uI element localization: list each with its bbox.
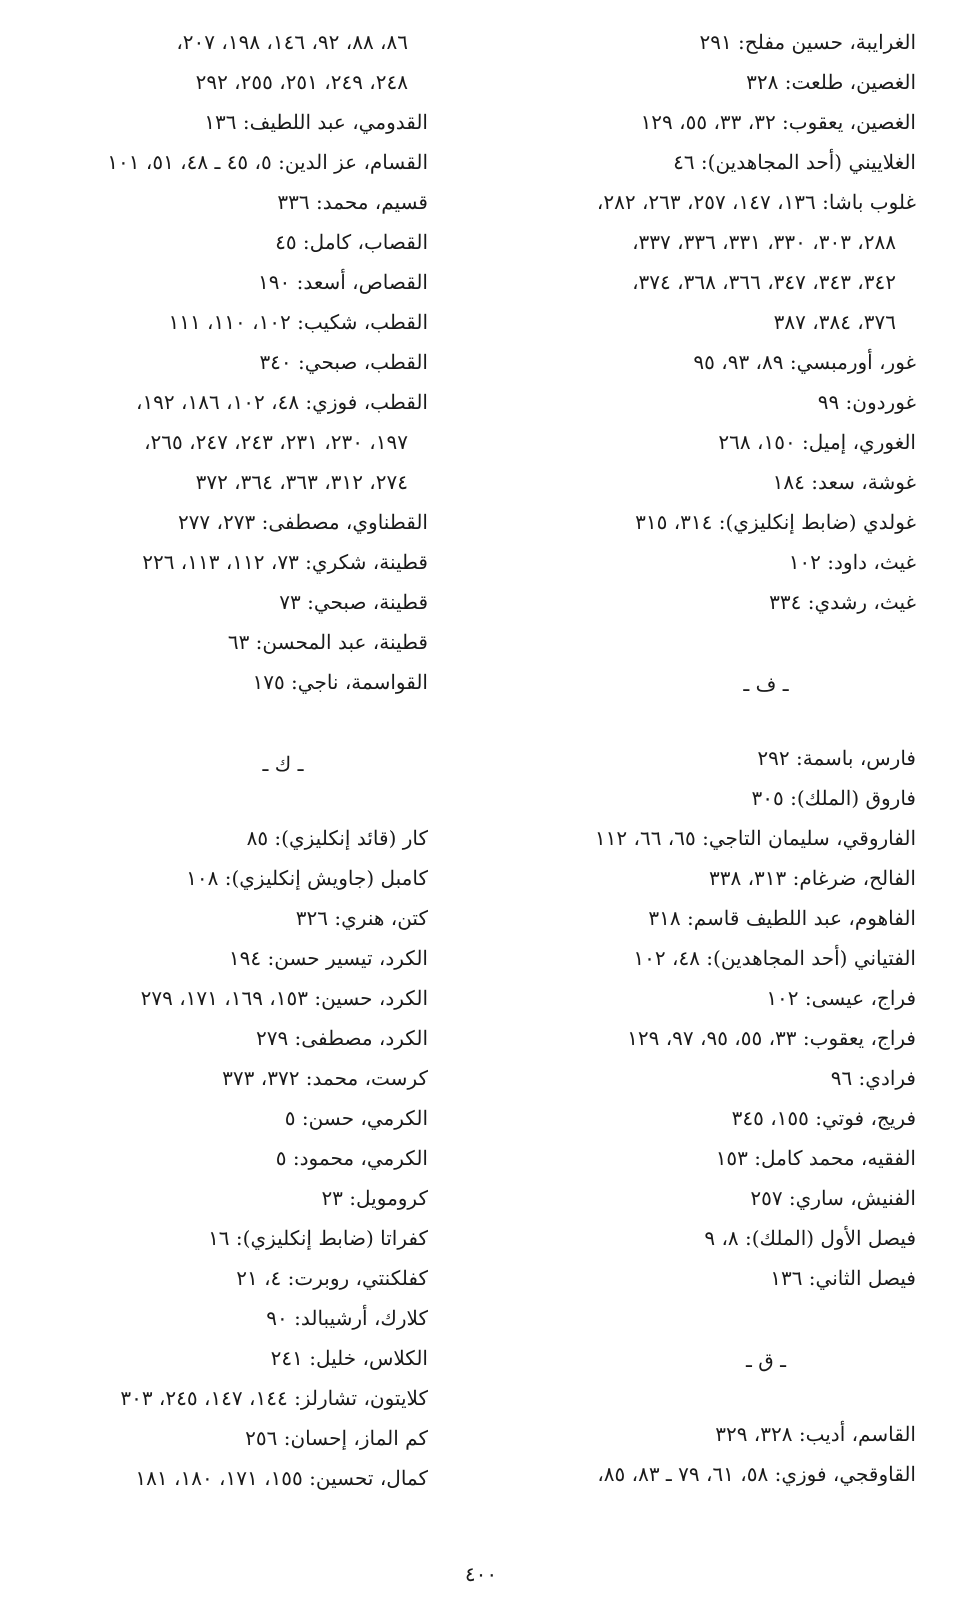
index-entry: غور، أورمبسي: ٨٩، ٩٣، ٩٥ (693, 350, 916, 374)
index-entry: القاوقجي، فوزي: ٥٨، ٦١، ٧٩ ـ ٨٣، ٨٥، (597, 1462, 916, 1486)
index-entry-continuation: ٢٨٨، ٣٠٣، ٣٣٠، ٣٣١، ٣٣٦، ٣٣٧، (632, 230, 896, 254)
entries-kaf (0, 818, 428, 1498)
index-entry: الكلاس، خليل: ٢٤١ (270, 1346, 428, 1370)
index-entry-continuation: ٢٤٨، ٢٤٩، ٢٥١، ٢٥٥، ٢٩٢ (195, 70, 408, 94)
page-number: ٤٠٠ (464, 1562, 498, 1586)
index-entry: القواسمة، ناجي: ١٧٥ (252, 670, 428, 694)
index-entry: الغلاييني (أحد المجاهدين): ٤٦ (673, 150, 916, 174)
index-entry: غيث، رشدي: ٣٣٤ (769, 590, 916, 614)
index-entry: كرومويل: ٢٣ (321, 1186, 428, 1210)
index-entry: فارس، باسمة: ٢٩٢ (757, 746, 916, 770)
index-entry: القطب، فوزي: ٤٨، ١٠٢، ١٨٦، ١٩٢، (135, 390, 428, 414)
index-entry: القصاب، كامل: ٤٥ (275, 230, 428, 254)
index-entry: قطينة، عبد المحسن: ٦٣ (227, 630, 428, 654)
section-letter-qaf: ـ ق ـ (746, 1348, 786, 1372)
index-entry: الكرد، حسين: ١٥٣، ١٦٩، ١٧١، ٢٧٩ (140, 986, 428, 1010)
index-entry: كفلكنتي، روبرت: ٤، ٢١ (236, 1266, 428, 1290)
index-entry: كمال، تحسين: ١٥٥، ١٧١، ١٨٠، ١٨١ (135, 1466, 428, 1490)
index-entry: كرست، محمد: ٣٧٢، ٣٧٣ (222, 1066, 428, 1090)
index-entry: القطب، شكيب: ١٠٢، ١١٠، ١١١ (168, 310, 428, 334)
index-column-right (476, 22, 916, 1494)
entries-qaf-continued (0, 22, 428, 702)
index-entry: كامبل (جاويش إنكليزي): ١٠٨ (186, 866, 428, 890)
index-entry: الغوري، إميل: ١٥٠، ٢٦٨ (718, 430, 916, 454)
index-entry: القطناوي، مصطفى: ٢٧٣، ٢٧٧ (177, 510, 428, 534)
index-entry-continuation: ٨٦، ٨٨، ٩٢، ١٤٦، ١٩٨، ٢٠٧، (176, 30, 408, 54)
index-entry: فراج، يعقوب: ٣٣، ٥٥، ٩٥، ٩٧، ١٢٩ (627, 1026, 916, 1050)
index-entry: غوردون: ٩٩ (817, 390, 916, 414)
index-entry: غوشة، سعد: ١٨٤ (772, 470, 916, 494)
index-entry: فاروق (الملك): ٣٠٥ (751, 786, 916, 810)
index-entry: القطب، صبحي: ٣٤٠ (259, 350, 428, 374)
index-entry: الفاروقي، سليمان التاجي: ٦٥، ٦٦، ١١٢ (594, 826, 916, 850)
index-entry: الكرمي، حسن: ٥ (284, 1106, 428, 1130)
index-entry-continuation: ٣٤٢، ٣٤٣، ٣٤٧، ٣٦٦، ٣٦٨، ٣٧٤، (632, 270, 896, 294)
index-entry: القدومي، عبد اللطيف: ١٣٦ (204, 110, 428, 134)
index-entry: قطينة، صبحي: ٧٣ (279, 590, 428, 614)
index-entry: القاسم، أديب: ٣٢٨، ٣٢٩ (715, 1422, 916, 1446)
index-entry: الغصين، يعقوب: ٣٢، ٣٣، ٥٥، ١٢٩ (640, 110, 916, 134)
section-letter-fa: ـ ف ـ (743, 672, 789, 696)
index-entry: فيصل الثاني: ١٣٦ (770, 1266, 916, 1290)
index-entry: غولدي (ضابط إنكليزي): ٣١٤، ٣١٥ (635, 510, 916, 534)
index-entry: كلايتون، تشارلز: ١٤٤، ١٤٧، ٢٤٥، ٣٠٣ (120, 1386, 428, 1410)
index-column-left (0, 22, 428, 1498)
index-entry: كار (قائد إنكليزي): ٨٥ (246, 826, 428, 850)
index-entry: الفتياني (أحد المجاهدين): ٤٨، ١٠٢ (633, 946, 916, 970)
index-entry: الكرد، مصطفى: ٢٧٩ (255, 1026, 428, 1050)
index-entry-continuation: ٣٧٦، ٣٨٤، ٣٨٧ (773, 310, 896, 334)
section-letter-kaf: ـ ك ـ (262, 752, 304, 776)
index-entry: قطينة، شكري: ٧٣، ١١٢، ١١٣، ٢٢٦ (142, 550, 428, 574)
index-entry: كم الماز، إحسان: ٢٥٦ (245, 1426, 428, 1450)
index-entry: كفراتا (ضابط إنكليزي): ١٦ (208, 1226, 428, 1250)
index-entry: فيصل الأول (الملك): ٨، ٩ (704, 1226, 916, 1250)
index-entry: غيث، داود: ١٠٢ (788, 550, 916, 574)
index-entry: الفنيش، ساري: ٢٥٧ (750, 1186, 916, 1210)
index-entry: فريج، فوتي: ١٥٥، ٣٤٥ (731, 1106, 916, 1130)
index-entry: فرادي: ٩٦ (830, 1066, 916, 1090)
index-entry-continuation: ٢٧٤، ٣١٢، ٣٦٣، ٣٦٤، ٣٧٢ (195, 470, 408, 494)
entries-qaf (476, 1414, 916, 1494)
index-entry: فراج، عيسى: ١٠٢ (766, 986, 916, 1010)
index-entry: الفالح، ضرغام: ٣١٣، ٣٣٨ (708, 866, 916, 890)
index-entry: الغصين، طلعت: ٣٢٨ (746, 70, 916, 94)
index-entry: كلارك، أرشيبالد: ٩٠ (266, 1306, 428, 1330)
index-entry: قسيم، محمد: ٣٣٦ (277, 190, 428, 214)
index-entry: القسام، عز الدين: ٥، ٤٥ ـ ٤٨، ٥١، ١٠١ (107, 150, 428, 174)
index-entry: الفقيه، محمد كامل: ١٥٣ (715, 1146, 916, 1170)
entries-ghain (476, 22, 916, 622)
entries-fa (476, 738, 916, 1298)
index-entry: القصاص، أسعد: ١٩٠ (258, 270, 428, 294)
index-entry: كتن، هنري: ٣٢٦ (295, 906, 428, 930)
index-entry: الغرايبة، حسين مفلح: ٢٩١ (699, 30, 916, 54)
index-entry: الكرمي، محمود: ٥ (275, 1146, 428, 1170)
index-entry: الكرد، تيسير حسن: ١٩٤ (228, 946, 428, 970)
index-entry: الفاهوم، عبد اللطيف قاسم: ٣١٨ (648, 906, 916, 930)
index-entry: غلوب باشا: ١٣٦، ١٤٧، ٢٥٧، ٢٦٣، ٢٨٢، (596, 190, 916, 214)
index-entry-continuation: ١٩٧، ٢٣٠، ٢٣١، ٢٤٣، ٢٤٧، ٢٦٥، (144, 430, 408, 454)
